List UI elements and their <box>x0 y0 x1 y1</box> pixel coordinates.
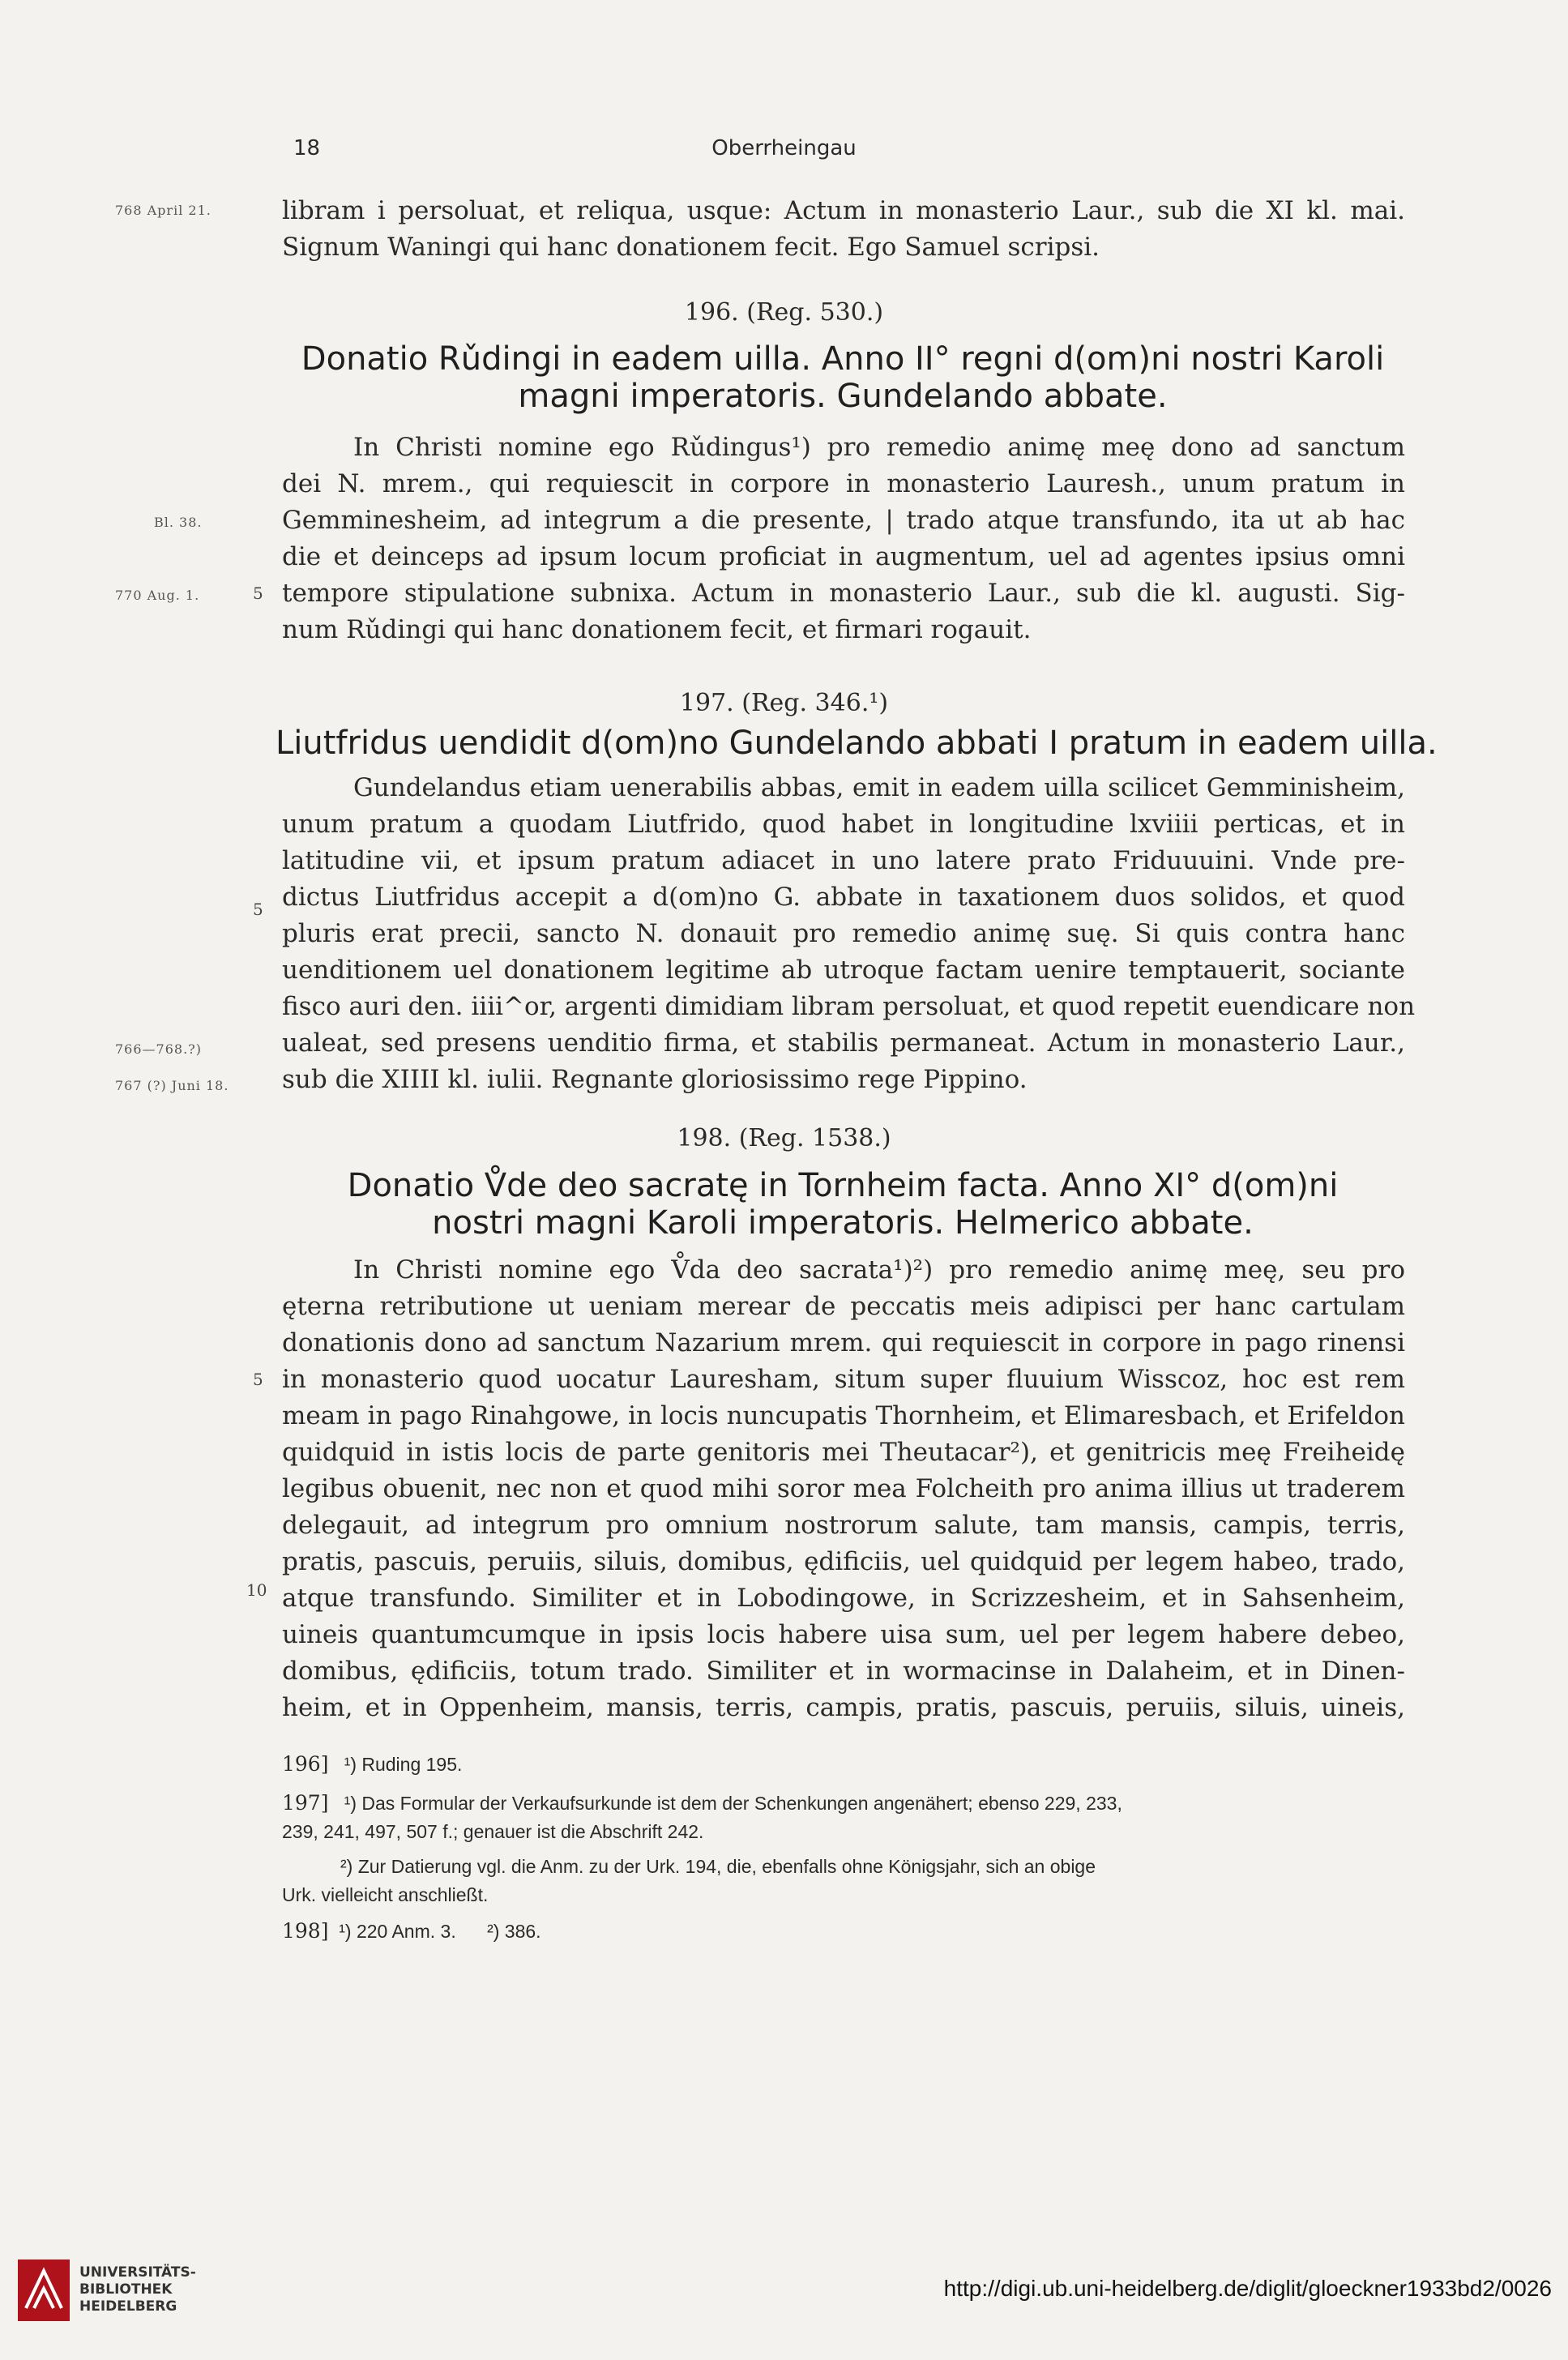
charter-title: Liutfridus uendidit d(om)no Gundelando abbati I pratum in eadem uilla. <box>276 725 1438 762</box>
text-line: Gemminesheim, ad integrum a die presente, | trado atque transfundo, ita ut ab hac <box>282 506 1405 535</box>
text-line: num Rǔdingi qui hanc donationem fecit, et firmari rogauit. <box>282 615 1032 644</box>
text-line: heim, et in Oppenheim, mansis, terris, campis, pratis, pascuis, peruiis, siluis, uineis, <box>282 1693 1405 1722</box>
text-line: legibus obuenit, nec non et quod mihi soror mea Folcheith pro anima illius ut traderem <box>282 1474 1405 1503</box>
margin-date-note: 770 Aug. 1. <box>115 588 200 603</box>
text-line: fisco auri den. iiii^or, argenti dimidiam libram persoluat, et quod repetit euendicare non <box>282 992 1416 1021</box>
text-line: latitudine vii, et ipsum pratum adiacet in uno latere prato Friduuuini. Vnde pre- <box>282 846 1405 875</box>
charter-title: Donatio Rǔdingi in eadem uilla. Anno II° regni d(om)ni nostri Karoli <box>301 340 1385 378</box>
logo-line: HEIDELBERG <box>79 2298 177 2315</box>
footnote-label: 197] <box>282 1791 329 1815</box>
margin-date-note: 767 (?) Juni 18. <box>115 1078 229 1093</box>
margin-folio-note: Bl. 38. <box>154 515 203 530</box>
charter-number: 197. (Reg. 346.¹) <box>679 689 889 717</box>
text-line: dictus Liutfridus accepit a d(om)no G. abbate in taxationem duos solidos, et quod <box>282 883 1405 912</box>
library-name <box>79 2264 196 2315</box>
page-header <box>0 136 1568 169</box>
text-line: In Christi nomine ego V̊da deo sacrata¹)²) pro remedio animę meę, seu pro <box>353 1255 1405 1285</box>
text-line: sub die XIIII kl. iulii. Regnante gloriosissimo rege Pippino. <box>282 1065 1028 1094</box>
footnote-text: ¹) Ruding 195. <box>344 1754 463 1775</box>
text-line: ęterna retributione ut ueniam merear de peccatis meis adipisci per hanc cartulam <box>282 1292 1405 1321</box>
running-title: Oberrheingau <box>711 136 857 160</box>
line-number: 5 <box>253 584 263 603</box>
text-line: Signum Waningi qui hanc donationem fecit. Ego Samuel scripsi. <box>282 233 1100 262</box>
margin-date-note: 768 April 21. <box>115 203 211 218</box>
source-url-link[interactable]: http://digi.ub.uni-heidelberg.de/diglit/gloeckner1933bd2/0026 <box>943 2276 1552 2301</box>
line-number: 5 <box>253 900 263 919</box>
text-line: meam in pago Rinahgowe, in locis nuncupatis Thornheim, et Elimaresbach, et Erifeldon <box>282 1401 1405 1430</box>
library-logo[interactable] <box>18 2260 229 2328</box>
footnote-text: Urk. vielleicht anschließt. <box>282 1884 489 1905</box>
text-line: die et deinceps ad ipsum locum proficiat in augmentum, uel ad agentes ipsius omni <box>282 542 1405 571</box>
text-line: pratis, pascuis, peruiis, siluis, domibus, ędificiis, uel quidquid per legem habeo, trado, <box>282 1547 1405 1576</box>
footnote-label: 196] <box>282 1752 329 1776</box>
text-line: pluris erat precii, sancto N. donauit pro remedio animę suę. Si quis contra hanc <box>282 919 1405 948</box>
footnote-198 <box>282 1918 1405 1945</box>
footnote-text: 239, 241, 497, 507 f.; genauer ist die Abschrift 242. <box>282 1821 704 1842</box>
text-line: atque transfundo. Similiter et in Lobodingowe, in Scrizzesheim, et in Sahsenheim, <box>282 1584 1405 1613</box>
line-number: 5 <box>253 1370 263 1389</box>
charter-title: Donatio V̊de deo sacratę in Tornheim facta. Anno XI° d(om)ni <box>347 1167 1339 1204</box>
charter-title: magni imperatoris. Gundelando abbate. <box>518 378 1168 415</box>
margin-date-note: 766—768.?) <box>115 1041 202 1057</box>
text-line: In Christi nomine ego Rǔdingus¹) pro remedio animę meę dono ad sanctum <box>353 433 1405 462</box>
footnote-text: ¹) 220 Anm. 3. ²) 386. <box>339 1921 541 1942</box>
text-line: dei N. mrem., qui requiescit in corpore in monasterio Lauresh., unum pratum in <box>282 469 1405 498</box>
footnote-text: ²) Zur Datierung vgl. die Anm. zu der Urk. 194, die, ebenfalls ohne Königsjahr, sich an obige <box>340 1856 1096 1877</box>
text-line: Gundelandus etiam uenerabilis abbas, emit in eadem uilla scilicet Gemminisheim, <box>353 773 1405 802</box>
charter-number: 196. (Reg. 530.) <box>684 298 884 327</box>
footnote-label: 198] <box>282 1919 329 1943</box>
charter-number: 198. (Reg. 1538.) <box>677 1124 891 1152</box>
text-line: libram i persoluat, et reliqua, usque: Actum in monasterio Laur., sub die XI kl. mai. <box>282 196 1405 225</box>
charter-title: nostri magni Karoli imperatoris. Helmerico abbate. <box>432 1204 1254 1242</box>
footnote-197 <box>282 1789 1405 1817</box>
page-number: 18 <box>293 136 321 160</box>
text-line: domibus, ędificiis, totum trado. Similiter et in wormacinse in Dalaheim, et in Dinen- <box>282 1657 1405 1686</box>
text-line: delegauit, ad integrum pro omnium nostrorum salute, tam mansis, campis, terris, <box>282 1511 1405 1540</box>
footnote-196 <box>282 1751 1405 1778</box>
text-line: uenditionem uel donationem legitime ab utroque factam uenire temptauerit, sociante <box>282 956 1405 985</box>
logo-line: UNIVERSITÄTS- <box>79 2264 196 2281</box>
text-line: in monasterio quod uocatur Lauresham, situm super fluuium Wisscoz, hoc est rem <box>282 1365 1405 1394</box>
text-line: donationis dono ad sanctum Nazarium mrem. qui requiescit in corpore in pago rinensi <box>282 1328 1405 1357</box>
text-line: quidquid in istis locis de parte genitoris mei Theutacar²), et genitricis meę Freiheidę <box>282 1438 1405 1467</box>
footnote-text: ¹) Das Formular der Verkaufsurkunde ist dem der Schenkungen angenähert; ebenso 229, 233, <box>344 1793 1122 1814</box>
library-emblem-icon <box>18 2260 70 2321</box>
line-number: 10 <box>246 1580 267 1600</box>
logo-line: BIBLIOTHEK <box>79 2281 173 2298</box>
text-line: unum pratum a quodam Liutfrido, quod habet in longitudine lxviiii perticas, et in <box>282 810 1405 839</box>
text-line: tempore stipulatione subnixa. Actum in monasterio Laur., sub die kl. augusti. Sig- <box>282 579 1405 608</box>
text-line: ualeat, sed presens uenditio firma, et stabilis permaneat. Actum in monasterio Laur., <box>282 1028 1405 1058</box>
text-line: uineis quantumcumque in ipsis locis habere uisa sum, uel per legem habere debeo, <box>282 1620 1405 1649</box>
